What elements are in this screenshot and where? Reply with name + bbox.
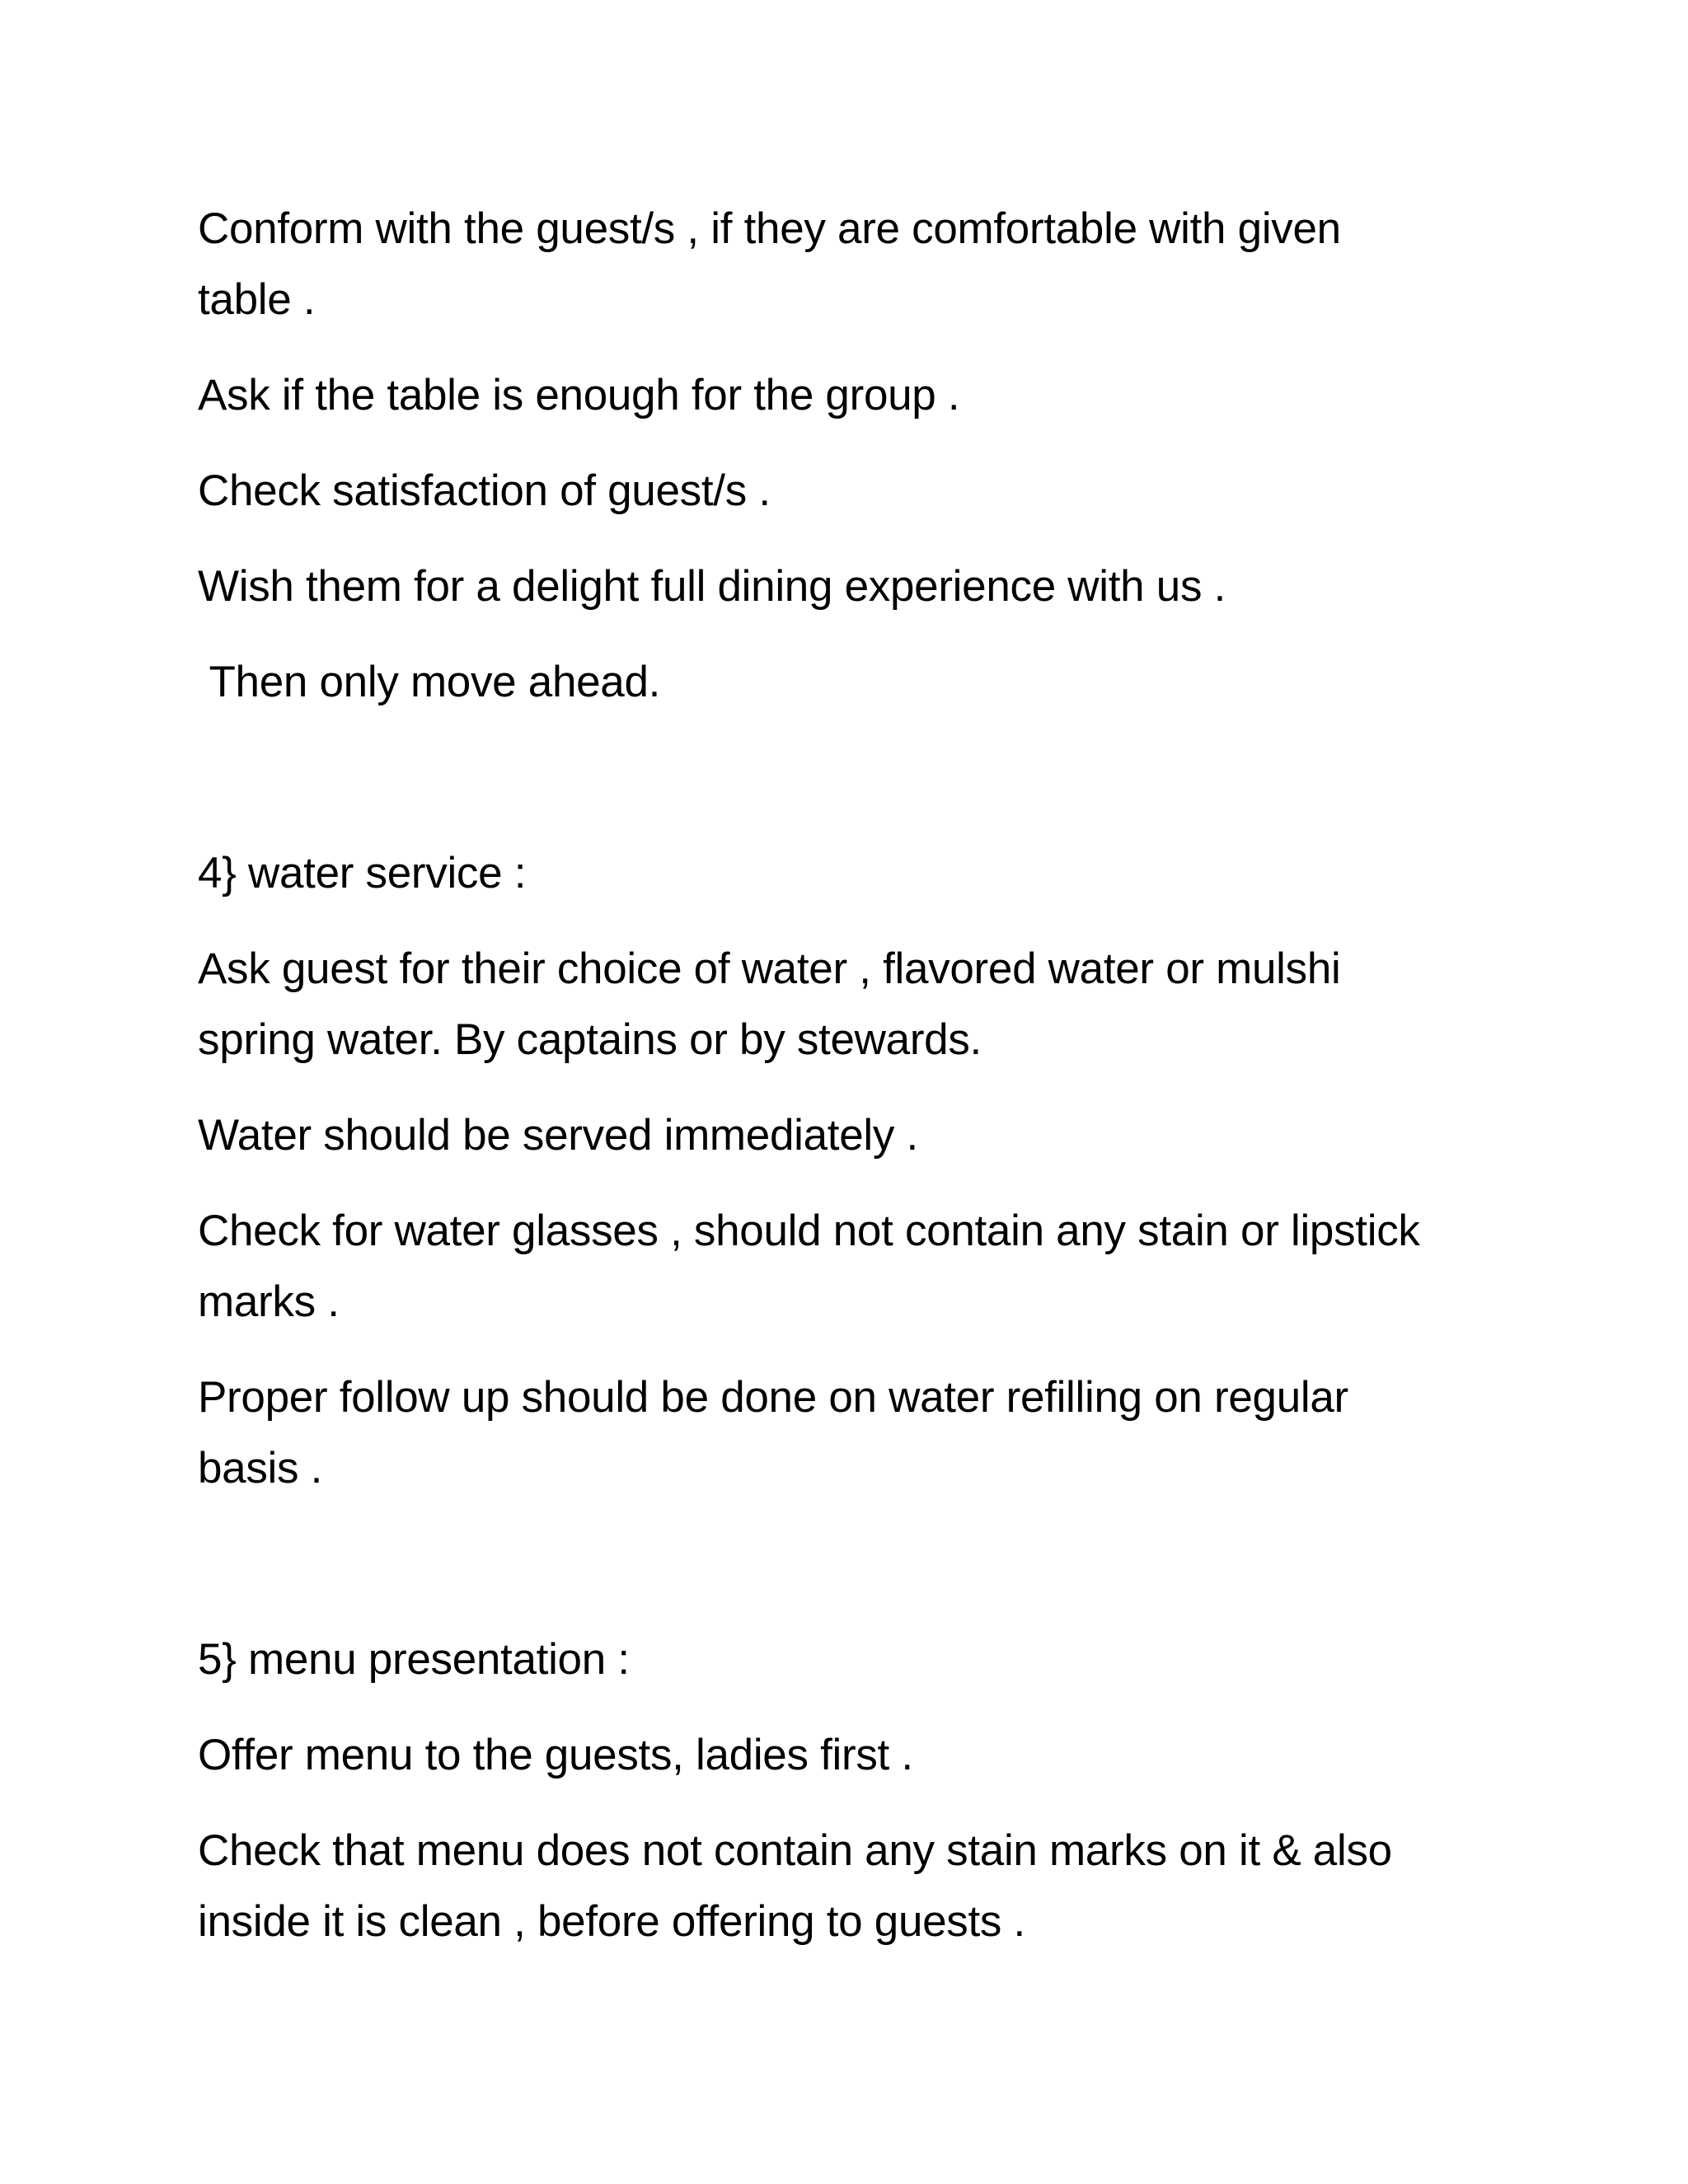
text-line: Check for water glasses , should not contain any stain or lipstick <box>198 1207 1420 1255</box>
text-line: table . <box>198 275 316 324</box>
text-line: inside it is clean , before offering to guests . <box>198 1897 1025 1946</box>
text-line: Offer menu to the guests, ladies first . <box>198 1731 913 1779</box>
text-line: basis . <box>198 1444 323 1493</box>
text-line: Wish them for a delight full dining experience with us . <box>198 562 1226 611</box>
section-heading: 5} menu presentation : <box>198 1635 630 1684</box>
text-line: Water should be served immediately . <box>198 1111 918 1160</box>
section-heading: 4} water service : <box>198 849 527 898</box>
text-line: marks . <box>198 1277 340 1326</box>
text-line: Conform with the guest/s , if they are comfortable with given <box>198 204 1341 253</box>
text-line: Check that menu does not contain any stain marks on it & also <box>198 1826 1392 1875</box>
text-line: Then only move ahead. <box>198 658 661 706</box>
document-page <box>198 0 1517 2184</box>
text-line: Proper follow up should be done on water refilling on regular <box>198 1373 1348 1422</box>
text-line: spring water. By captains or by stewards. <box>198 1015 982 1064</box>
text-line: Ask guest for their choice of water , flavored water or mulshi <box>198 944 1341 993</box>
text-line: Check satisfaction of guest/s . <box>198 466 771 515</box>
text-line: Ask if the table is enough for the group . <box>198 371 960 419</box>
